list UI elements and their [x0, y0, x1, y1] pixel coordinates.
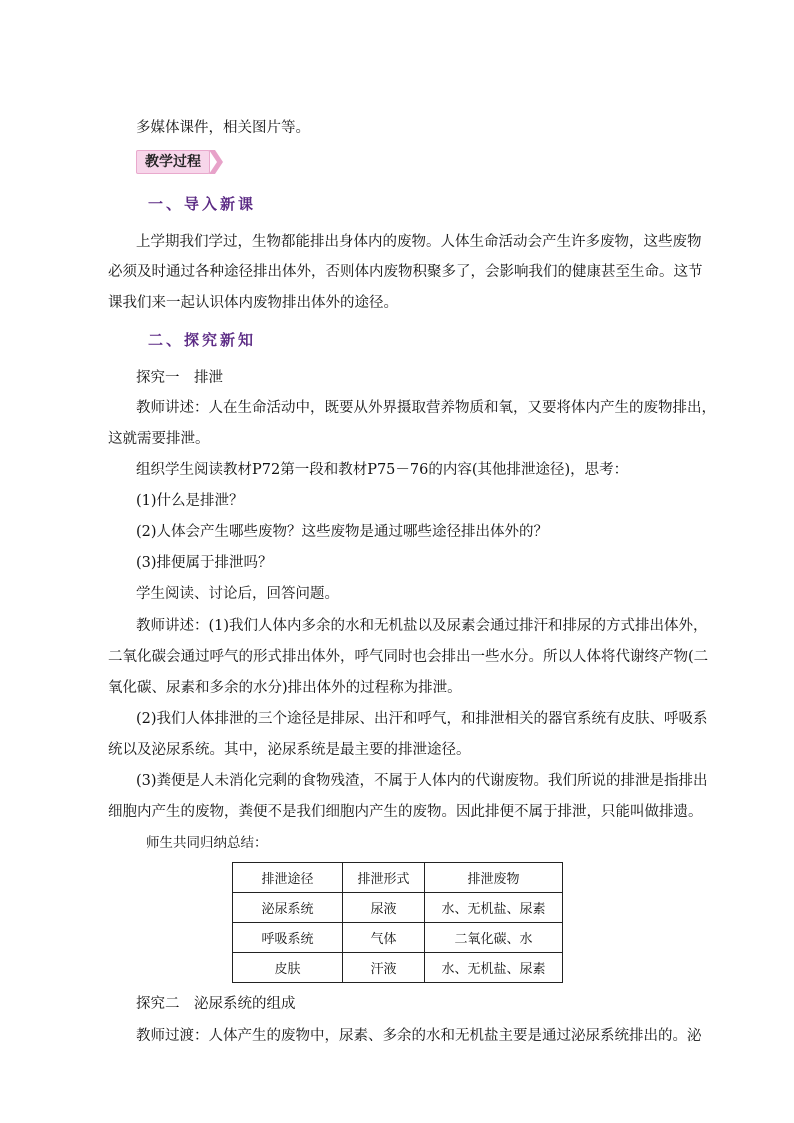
table-cell: 泌尿系统 [233, 893, 343, 923]
teacher2-line-2: 二氧化碳会通过呼气的形式排出体外，呼气同时也会排出一些水分。所以人体将代谢终产物(二 [108, 649, 709, 665]
heading-intro: 一、导入新课 [148, 195, 257, 213]
summary-table [232, 862, 563, 983]
point3-line-2: 细胞内产生的废物，粪便不是我们细胞内产生的废物。因此排便不属于排泄，只能叫做排遗。 [108, 804, 703, 820]
table-cell: 皮肤 [233, 953, 343, 983]
table-cell: 水、无机盐、尿素 [425, 893, 563, 923]
question-1: (1)什么是排泄？ [136, 493, 244, 509]
explore2-title: 探究二 泌尿系统的组成 [136, 996, 296, 1012]
point3-line-1: (3)粪便是人未消化完剩的食物残渣，不属于人体内的代谢废物。我们所说的排泄是指排出 [136, 773, 708, 789]
chevron-right-icon [209, 150, 223, 174]
explore1-title: 探究一 排泄 [136, 370, 223, 386]
transition-text: 教师过渡：人体产生的废物中，尿素、多余的水和无机盐主要是通过泌尿系统排出的。泌 [136, 1028, 702, 1044]
table-header-cell: 排泄形式 [343, 863, 425, 893]
question-2: (2)人体会产生哪些废物？这些废物是通过哪些途径排出体外的？ [136, 524, 549, 540]
table-row [233, 893, 563, 923]
question-3: (3)排便属于排泄吗？ [136, 555, 273, 571]
section-tag-label: 教学过程 [136, 150, 210, 174]
table-header-cell: 排泄废物 [425, 863, 563, 893]
organize-text: 组织学生阅读教材P72第一段和教材P75－76的内容(其他排泄途径)，思考： [136, 462, 629, 478]
teacher1-line-1: 教师讲述：人在生命活动中，既要从外界摄取营养物质和氧，又要将体内产生的废物排出， [136, 400, 716, 416]
table-cell: 水、无机盐、尿素 [425, 953, 563, 983]
table-cell: 尿液 [343, 893, 425, 923]
intro-line-3: 课我们来一起认识体内废物排出体外的途径。 [108, 295, 398, 311]
point2-line-1: (2)我们人体排泄的三个途径是排尿、出汗和呼气，和排泄相关的器官系统有皮肤、呼吸系 [136, 711, 708, 727]
table-cell: 汗液 [343, 953, 425, 983]
table-cell: 二氧化碳、水 [425, 923, 563, 953]
table-row [233, 923, 563, 953]
table-header-cell: 排泄途径 [233, 863, 343, 893]
point2-line-2: 统以及泌尿系统。其中，泌尿系统是最主要的排泄途径。 [108, 742, 471, 758]
materials-text: 多媒体课件，相关图片等。 [136, 120, 310, 136]
table-cell: 气体 [343, 923, 425, 953]
teacher2-line-3: 氧化碳、尿素和多余的水分)排出体外的过程称为排泄。 [108, 680, 462, 696]
intro-line-2: 必须及时通过各种途径排出体外，否则体内废物积聚多了，会影响我们的健康甚至生命。这节 [108, 264, 703, 280]
summary-intro: 师生共同归纳总结： [146, 835, 268, 851]
students-text: 学生阅读、讨论后，回答问题。 [136, 586, 339, 602]
teacher1-line-2: 这就需要排泄。 [108, 431, 210, 447]
intro-line-1: 上学期我们学过，生物都能排出身体内的废物。人体生命活动会产生许多废物，这些废物 [136, 234, 702, 250]
table-header-row [233, 863, 563, 893]
table-row [233, 953, 563, 983]
table-cell: 呼吸系统 [233, 923, 343, 953]
teacher2-line-1: 教师讲述：(1)我们人体内多余的水和无机盐以及尿素会通过排汗和排尿的方式排出体外， [136, 618, 708, 634]
heading-explore: 二、探究新知 [148, 331, 257, 349]
